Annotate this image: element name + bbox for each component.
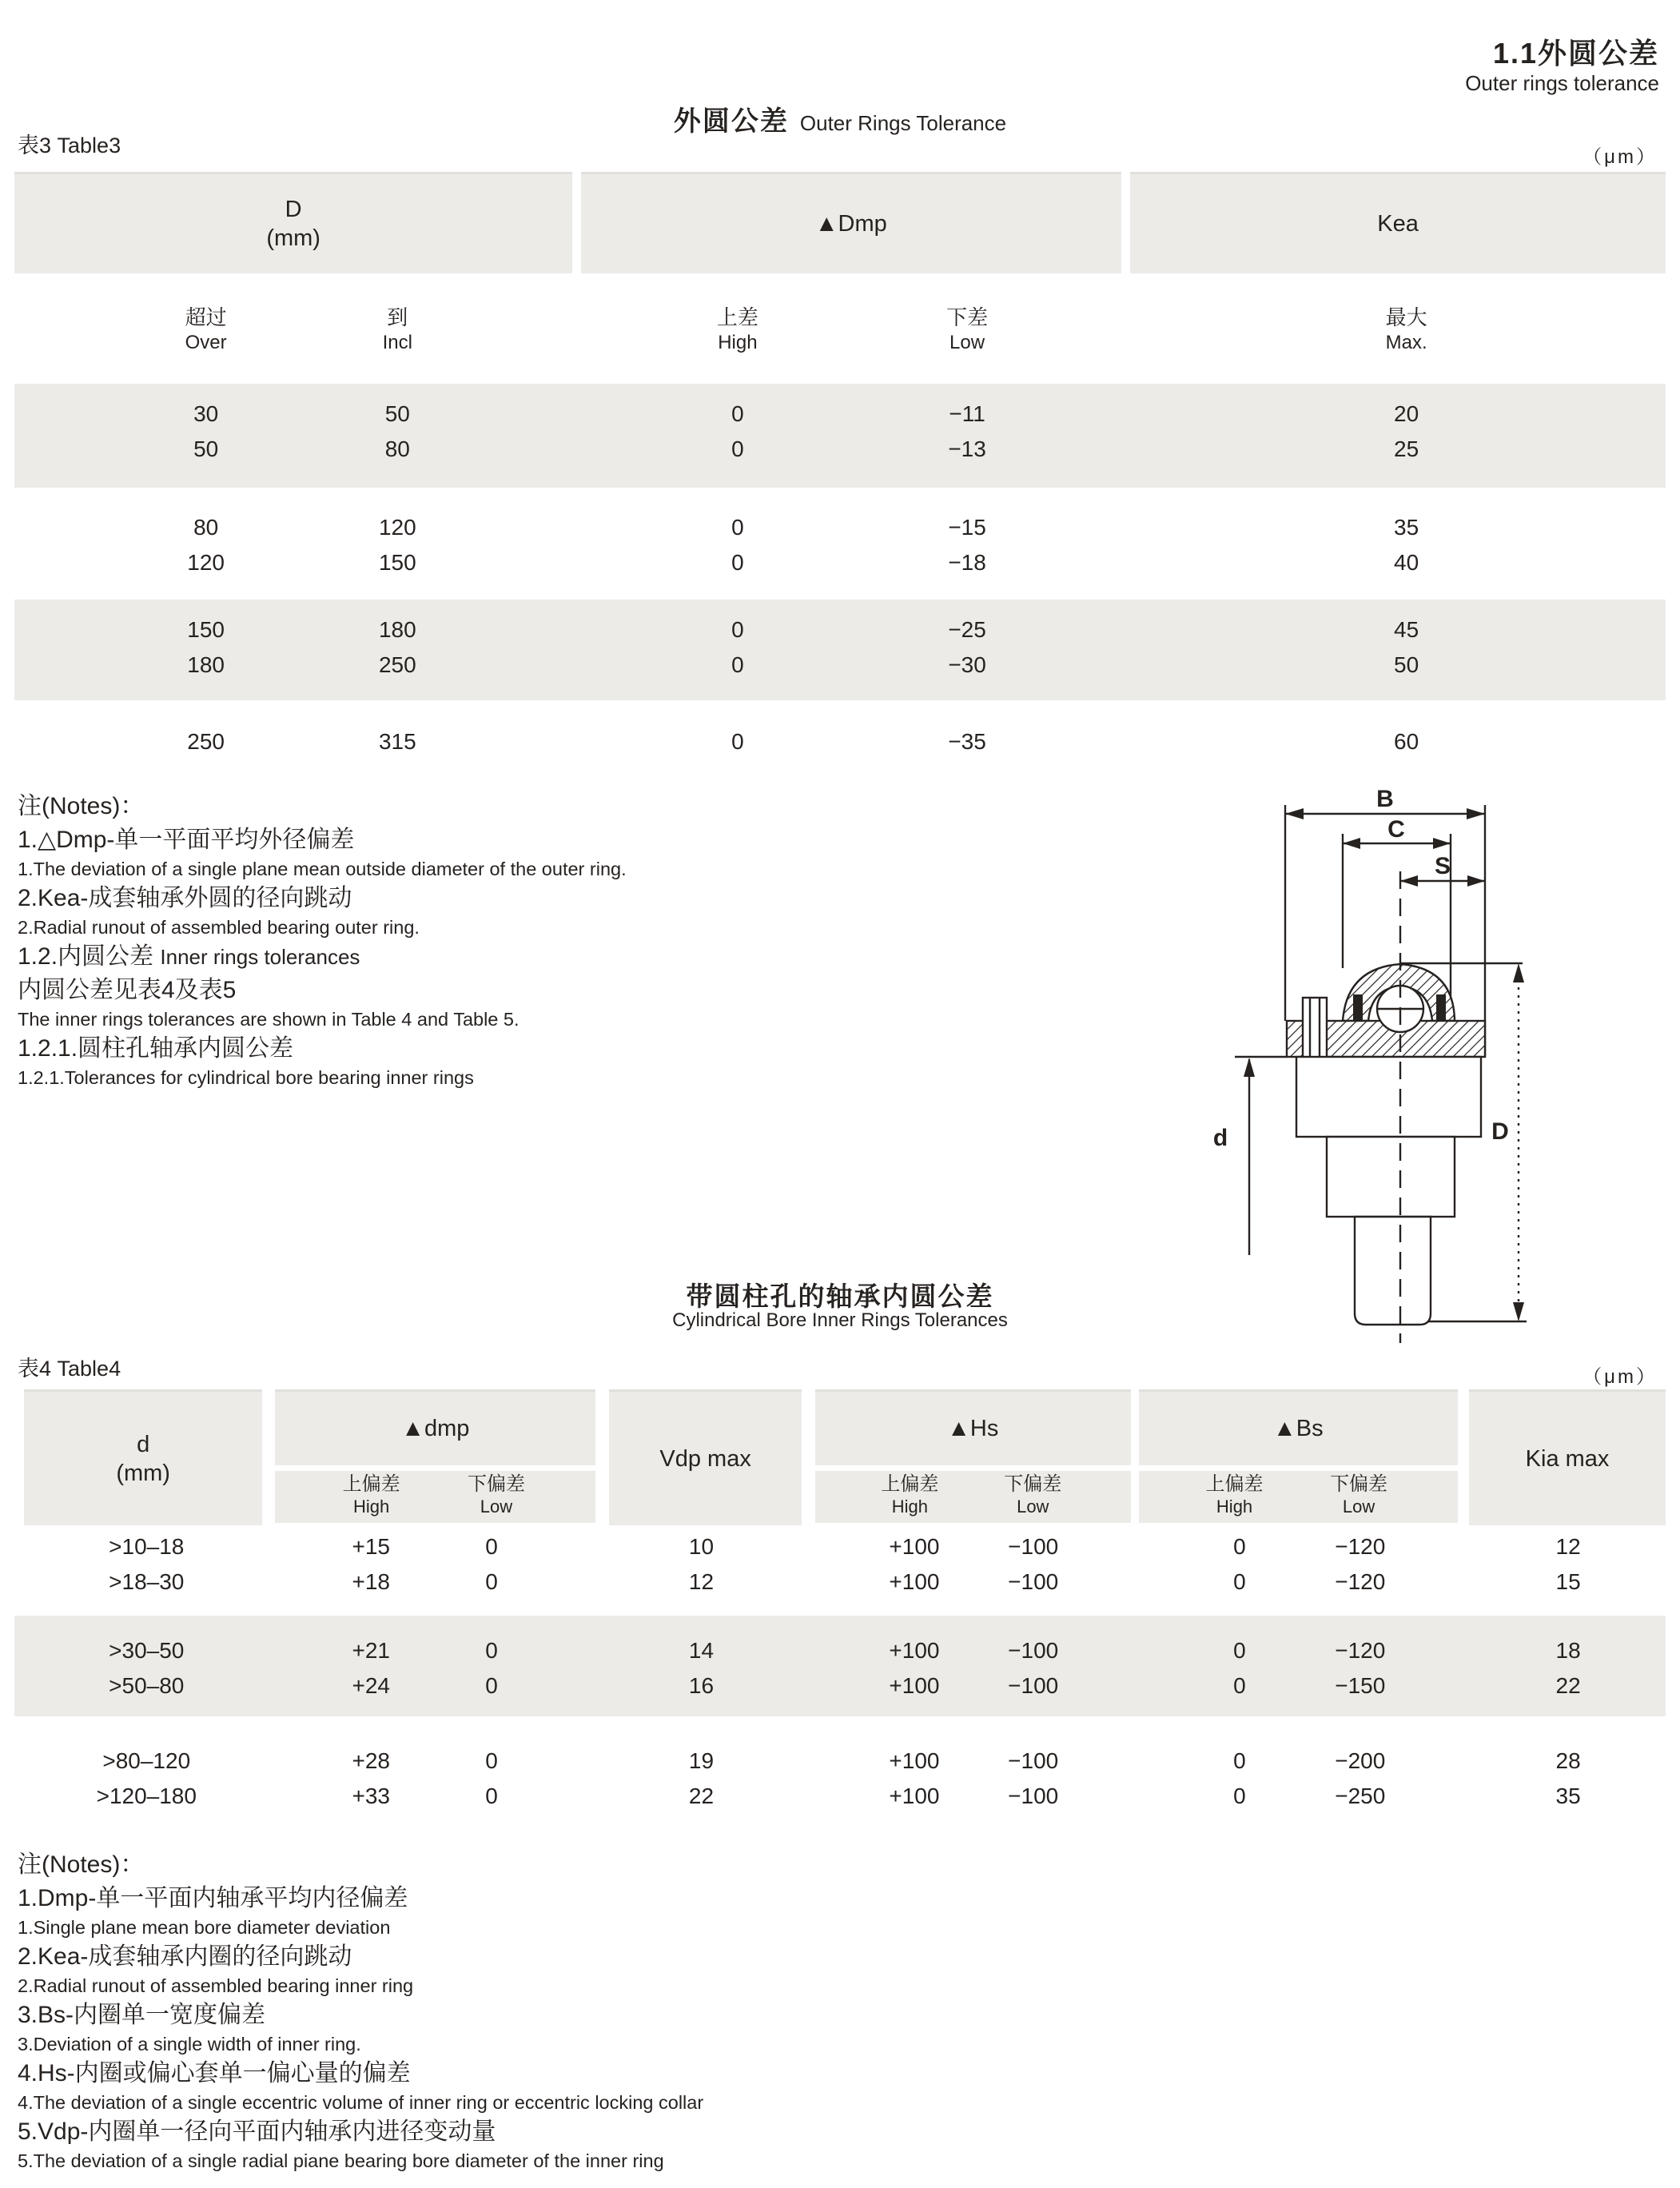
subcol-low: 下差 Low: [946, 305, 989, 353]
note-line: 1.Single plane mean bore diameter deviation: [18, 1917, 391, 1938]
col-d-unit: (mm): [266, 225, 320, 251]
table-cell: +100: [889, 1638, 940, 1663]
subcol-low: 下偏差 Low: [1330, 1473, 1388, 1516]
table3-caption: [0, 99, 1680, 138]
subcol-high: 上偏差 High: [881, 1473, 939, 1516]
table-cell: −100: [1008, 1569, 1059, 1594]
subcol-over: 超过 Over: [185, 305, 227, 353]
subcol-low: 下偏差 Low: [1004, 1473, 1062, 1516]
table-cell: +21: [352, 1638, 390, 1663]
table-cell: −150: [1335, 1673, 1386, 1698]
table-cell: 0: [1233, 1638, 1246, 1663]
table4-header: [14, 1389, 1666, 1523]
table4-caption-zh: 带圆柱孔的轴承内圆公差: [686, 1281, 994, 1311]
table-cell: 50: [193, 436, 219, 461]
table-cell: >80–120: [102, 1748, 191, 1773]
table-cell: >18–30: [109, 1569, 185, 1594]
table-cell: 14: [688, 1638, 715, 1663]
table-cell: 0: [731, 729, 744, 754]
note-line: 2.Radial runout of assembled bearing inner ring: [18, 1975, 414, 1996]
table-cell: 0: [485, 1569, 498, 1594]
table-cell: +18: [352, 1569, 390, 1594]
table-cell: 315: [378, 729, 416, 754]
table-cell: +100: [889, 1673, 940, 1698]
dim-label-C: C: [1387, 816, 1405, 843]
note-line: 3.Bs-内圈单一宽度偏差: [18, 2002, 266, 2028]
table4-band-2: [14, 1616, 1666, 1716]
table-cell: +100: [889, 1748, 940, 1773]
table-cell: +15: [352, 1534, 390, 1559]
col-dmp-title: ▲Dmp: [814, 211, 887, 237]
table4: [14, 1389, 1666, 1830]
table4-band-3: [14, 1716, 1666, 1830]
note-line: 2.Radial runout of assembled bearing outer ring.: [18, 917, 420, 938]
table3: [14, 172, 1666, 771]
table-cell: 180: [187, 652, 225, 677]
table-row: [14, 510, 1666, 545]
table3-caption-zh: 外圆公差: [673, 106, 789, 137]
table-cell: 19: [688, 1748, 715, 1773]
note-line: 5.The deviation of a single radial piane bearing bore diameter of the inner ring: [18, 2150, 664, 2171]
col-d-unit: (mm): [116, 1460, 170, 1486]
table-row: [14, 1529, 1666, 1564]
table-cell: 25: [1394, 436, 1419, 461]
table-cell: 22: [688, 1783, 715, 1808]
table-cell: 0: [485, 1673, 498, 1698]
table4-band-1: [14, 1523, 1666, 1616]
section-heading: [1465, 37, 1659, 96]
table-cell: 10: [688, 1534, 715, 1559]
table-cell: 0: [485, 1638, 498, 1663]
table-cell: −30: [948, 652, 986, 677]
table-row: [14, 1668, 1666, 1704]
table-cell: +33: [352, 1783, 390, 1808]
notes-inner: [18, 1848, 1216, 2174]
note-line: 2.Kea-成套轴承外圆的径向跳动: [18, 885, 352, 911]
set-screw: [1303, 998, 1327, 1063]
table-cell: −18: [948, 550, 986, 575]
table-cell: 0: [1233, 1569, 1246, 1594]
col-vdp-title: Vdp max: [659, 1445, 751, 1472]
table-cell: −35: [948, 729, 986, 754]
table4-header-bs: [1139, 1389, 1458, 1523]
seal-left: [1353, 994, 1363, 1020]
note-line: 2.Kea-成套轴承内圈的径向跳动: [18, 1943, 352, 1970]
col-d-title: d: [137, 1431, 150, 1457]
shaft-step-2: [1327, 1137, 1455, 1217]
section-heading-en: Outer rings tolerance: [1465, 71, 1659, 95]
table-cell: 150: [187, 617, 225, 642]
table4-unit: （μm）: [1582, 1366, 1658, 1388]
table-cell: −15: [948, 515, 986, 540]
table3-subheader: [14, 273, 1666, 384]
table-cell: 50: [1394, 652, 1419, 677]
table-cell: >30–50: [109, 1638, 185, 1663]
table-cell: 35: [1394, 515, 1419, 540]
table-cell: −100: [1008, 1673, 1059, 1698]
table4-header-d: [24, 1389, 262, 1525]
table-cell: −120: [1335, 1569, 1386, 1594]
table-row: [14, 1744, 1666, 1779]
note-line: 3.Deviation of a single width of inner ring.: [18, 2034, 361, 2054]
table-row: [14, 612, 1666, 648]
note-line: 4.The deviation of a single eccentric volume of inner ring or eccentric locking collar: [18, 2092, 704, 2113]
notes-title: 注(Notes)：: [18, 793, 145, 819]
dim-label-S: S: [1434, 853, 1451, 879]
table-row: [14, 397, 1666, 432]
table-cell: 0: [1233, 1673, 1246, 1698]
table4-header-vdp: [609, 1389, 802, 1525]
table-cell: 0: [731, 436, 744, 461]
table4-header-hs: [815, 1389, 1131, 1523]
dim-label-D: D: [1491, 1118, 1509, 1145]
table3-band-3: [14, 600, 1666, 700]
table4-header-dmp: [275, 1389, 595, 1523]
bearing-diagram: [1203, 787, 1678, 1351]
table-cell: −100: [1008, 1748, 1059, 1773]
table-row: [14, 1633, 1666, 1668]
table-cell: 45: [1394, 617, 1419, 642]
table3-label: 表3 Table3: [18, 134, 121, 157]
table-cell: 0: [485, 1534, 498, 1559]
table-cell: +28: [352, 1748, 390, 1773]
table-cell: +100: [889, 1534, 940, 1559]
table3-band-4: [14, 700, 1666, 771]
table-cell: 80: [384, 436, 410, 461]
table-cell: 28: [1555, 1748, 1581, 1773]
table-row: [14, 648, 1666, 683]
table-cell: >50–80: [109, 1673, 185, 1698]
col-bs-title: ▲Bs: [1139, 1389, 1458, 1465]
subcol-incl: 到 Incl: [382, 305, 412, 353]
shaft-step-1: [1296, 1057, 1481, 1137]
table-cell: 0: [731, 652, 744, 677]
table-row: [14, 432, 1666, 467]
table-cell: 80: [193, 515, 219, 540]
table-cell: −200: [1335, 1748, 1386, 1773]
table-cell: −13: [948, 436, 986, 461]
note-line: 1.2.1.Tolerances for cylindrical bore bearing inner rings: [18, 1067, 474, 1088]
col-kia-title: Kia max: [1525, 1445, 1610, 1472]
subcol-max: 最大 Max.: [1385, 305, 1427, 353]
table-cell: 60: [1394, 729, 1419, 754]
table-cell: 0: [1233, 1783, 1246, 1808]
subcol-low: 下偏差 Low: [467, 1473, 525, 1516]
table-cell: 50: [384, 401, 410, 426]
table-cell: 40: [1394, 550, 1419, 575]
section-heading-zh: 1.1外圆公差: [1492, 37, 1659, 70]
table-row: [14, 545, 1666, 580]
table-cell: 0: [1233, 1748, 1246, 1773]
dim-label-B: B: [1376, 787, 1394, 812]
table-cell: 250: [187, 729, 225, 754]
table-cell: 15: [1555, 1569, 1581, 1594]
subcol-high: 上差 High: [716, 305, 758, 353]
notes-outer: [18, 790, 1216, 1090]
table-cell: 0: [731, 550, 744, 575]
table-row: [14, 1779, 1666, 1814]
table-cell: 0: [731, 515, 744, 540]
table3-header-dmp: [581, 172, 1121, 273]
table3-band-2: [14, 488, 1666, 600]
table-cell: −11: [949, 401, 985, 426]
table-cell: 120: [187, 550, 225, 575]
table-cell: −120: [1335, 1534, 1386, 1559]
table-cell: >120–180: [96, 1783, 197, 1808]
table-cell: 0: [485, 1748, 498, 1773]
col-bs-sub: [1139, 1471, 1458, 1523]
table-cell: 30: [193, 401, 219, 426]
note-line: 1.2.内圆公差 Inner rings tolerances: [18, 943, 360, 970]
seal-right: [1436, 994, 1446, 1020]
table-cell: 12: [1555, 1534, 1581, 1559]
table-cell: −100: [1008, 1783, 1059, 1808]
table-cell: +24: [352, 1673, 390, 1698]
col-d-title: D: [285, 197, 302, 222]
table-row: [14, 1564, 1666, 1600]
table-cell: 35: [1555, 1783, 1581, 1808]
note-line: 1.The deviation of a single plane mean outside diameter of the outer ring.: [18, 859, 627, 879]
table3-header-kea: [1130, 172, 1666, 273]
table3-header-d: [14, 172, 572, 273]
table-cell: 20: [1394, 401, 1419, 426]
table4-header-kia: [1469, 1389, 1666, 1525]
table-cell: 150: [378, 550, 416, 575]
col-hs-sub: [815, 1471, 1131, 1523]
table-cell: −100: [1008, 1534, 1059, 1559]
table-cell: 18: [1555, 1638, 1581, 1663]
table-cell: 0: [731, 401, 744, 426]
table-cell: −100: [1008, 1638, 1059, 1663]
table-cell: 0: [485, 1783, 498, 1808]
table3-header: [14, 172, 1666, 273]
table-cell: 12: [688, 1569, 715, 1594]
table-cell: +100: [889, 1783, 940, 1808]
table-cell: >10–18: [109, 1534, 185, 1559]
table-row: [14, 724, 1666, 759]
table4-label: 表4 Table4: [18, 1357, 121, 1381]
table4-caption-en: Cylindrical Bore Inner Rings Tolerances: [672, 1309, 1008, 1331]
table-cell: −25: [948, 617, 986, 642]
table3-band-1: [14, 384, 1666, 488]
note-line: 5.Vdp-内圈单一径向平面内轴承内进径变动量: [18, 2118, 496, 2145]
subcol-high: 上偏差 High: [342, 1473, 400, 1516]
table-cell: 16: [688, 1673, 715, 1698]
note-line: The inner rings tolerances are shown in Table 4 and Table 5.: [18, 1009, 520, 1030]
table-cell: 0: [1233, 1534, 1246, 1559]
table-cell: −250: [1335, 1783, 1386, 1808]
table-cell: 250: [378, 652, 416, 677]
dim-label-d: d: [1212, 1125, 1228, 1151]
table-cell: −120: [1335, 1638, 1386, 1663]
col-hs-title: ▲Hs: [815, 1389, 1131, 1465]
col-dmp-title: ▲dmp: [275, 1389, 595, 1465]
table-cell: 120: [378, 515, 416, 540]
note-line: 1.Dmp-单一平面内轴承平均内径偏差: [18, 1885, 408, 1911]
table-cell: 22: [1555, 1673, 1581, 1698]
col-kea-title: Kea: [1377, 211, 1419, 237]
note-line: 1.△Dmp-单一平面平均外径偏差: [18, 827, 355, 853]
subcol-high: 上偏差 High: [1205, 1473, 1264, 1516]
table-cell: 180: [378, 617, 416, 642]
col-dmp-sub: [275, 1471, 595, 1523]
note-line: 1.2.1.圆柱孔轴承内圆公差: [18, 1035, 294, 1062]
note-line: 4.Hs-内圈或偏心套单一偏心量的偏差: [18, 2060, 411, 2086]
table3-unit: （μm）: [1582, 146, 1658, 168]
table-cell: 0: [731, 617, 744, 642]
note-line: 内圆公差见表4及表5: [18, 977, 237, 1003]
notes-title: 注(Notes)：: [18, 1851, 145, 1878]
table3-caption-en: Outer Rings Tolerance: [799, 111, 1007, 135]
table-cell: +100: [889, 1569, 940, 1594]
